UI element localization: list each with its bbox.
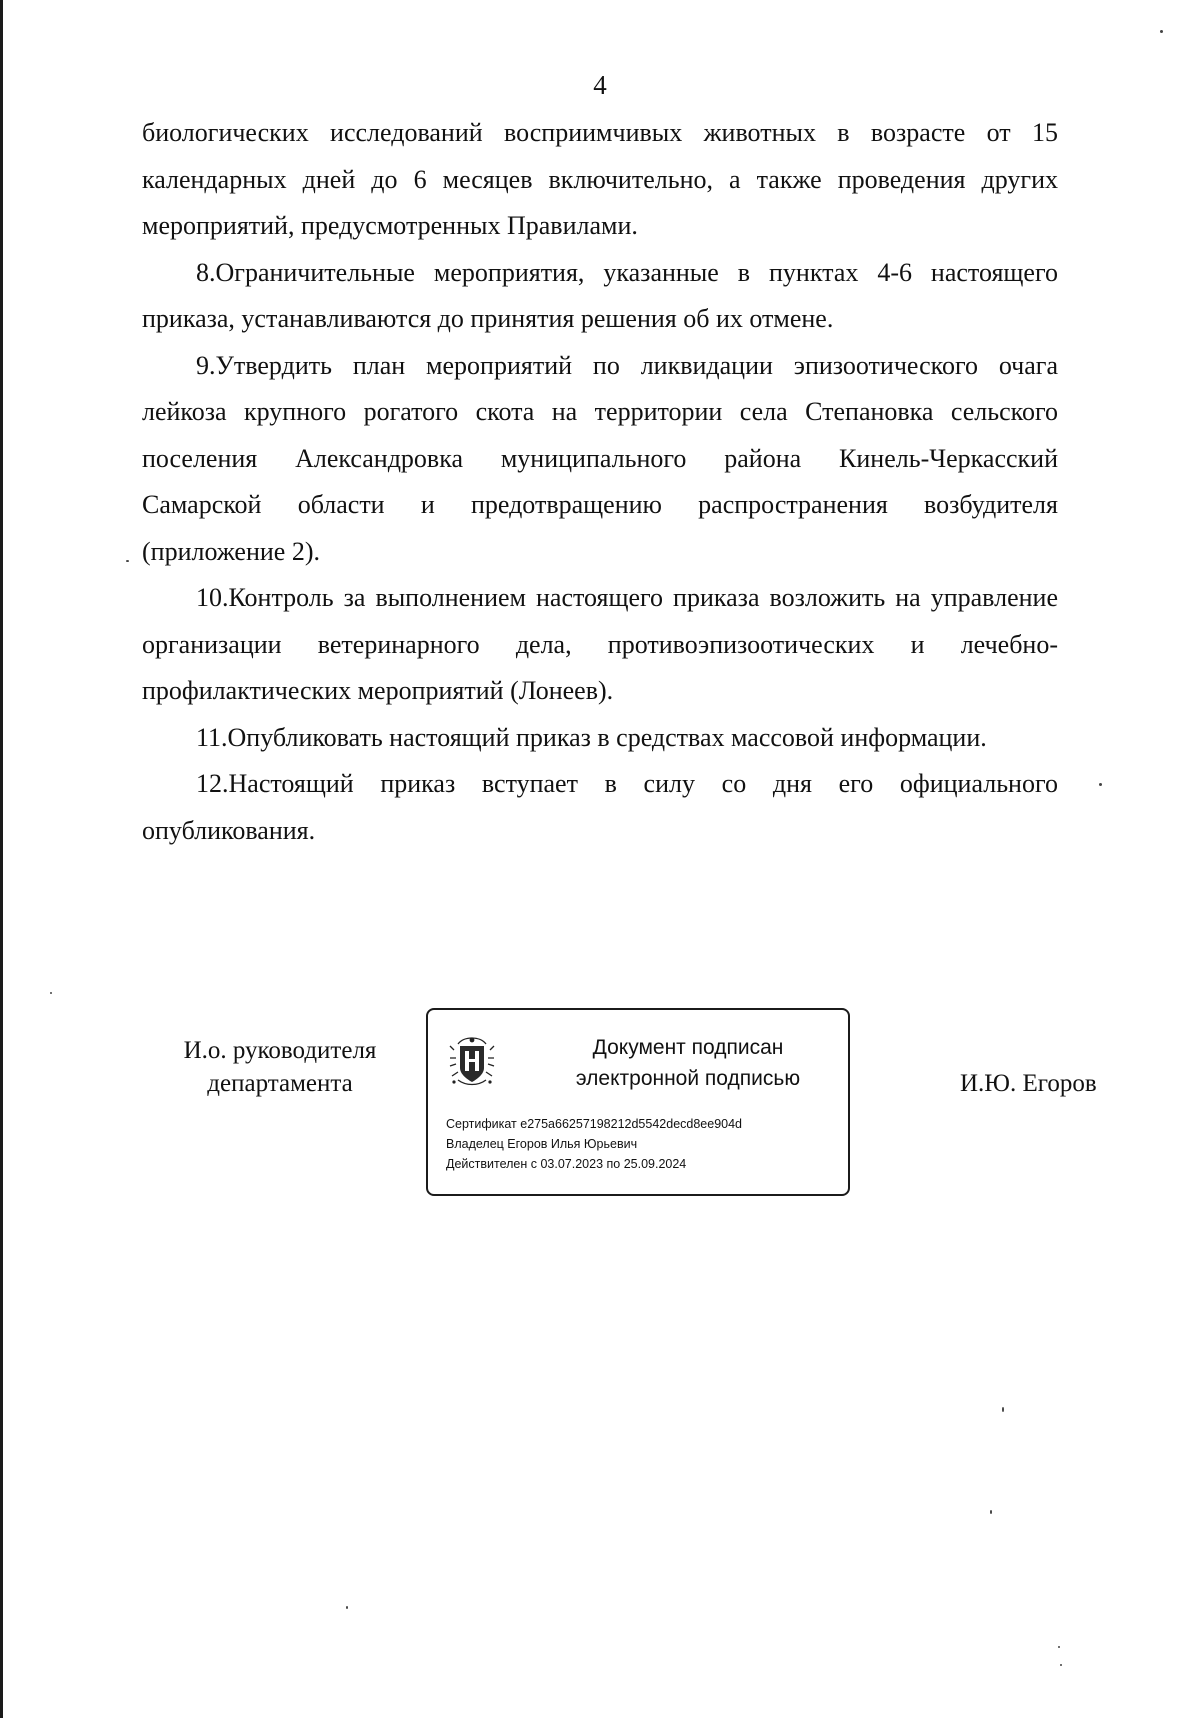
scan-speck [990,1510,992,1514]
stamp-owner: Владелец Егоров Илья Юрьевич [446,1137,638,1151]
stamp-details [446,1114,742,1174]
stamp-validity: Действителен с 03.07.2023 по 25.09.2024 [446,1157,687,1171]
paragraph-item-8: 8.Ограничительные мероприятия, указанные в пунктах 4-6 настоящего приказа, устанавливаются до принятия решения об их отмене. [142,257,1058,333]
paragraph-item-10: 10.Контроль за выполнением настоящего приказа возложить на управление организации ветеринарного дела, противоэпизоотических и лечебно-профилактических мероприятий (Лонеев). [142,583,1058,705]
coat-of-arms-icon [446,1034,498,1088]
scan-speck [1058,1646,1060,1648]
scan-edge [0,0,3,1718]
signatory-title-line1: И.о. руководителя [183,1037,377,1064]
stamp-heading-line2: электронной подписью [575,1067,801,1090]
scan-speck [1160,30,1163,33]
scan-speck [50,992,52,994]
document-body [142,110,1058,854]
scan-speck [1002,1407,1004,1412]
paragraph-item-9: 9.Утвердить план мероприятий по ликвидации эпизоотического очага лейкоза крупного рогатого скота на территории села Степановка сельского поселения Александровка муниципального района Кинель-Черкасский Самарской области и предотвращению распространения возбудителя (приложение 2). [142,350,1058,566]
scan-speck [1060,1664,1062,1666]
paragraph-item-11: 11.Опубликовать настоящий приказ в средствах массовой информации. [196,722,987,752]
signatory-title [150,1034,410,1100]
stamp-heading-line1: Документ подписан [592,1036,784,1059]
stamp-certificate: Сертификат e275a66257198212d5542decd8ee904d [446,1117,743,1131]
scan-speck [346,1606,348,1609]
scan-speck [1099,783,1102,786]
scan-speck [126,560,129,562]
electronic-signature-stamp [426,1008,850,1196]
paragraph-item-12: 12.Настоящий приказ вступает в силу со дня его официального опубликования. [142,769,1058,845]
paragraph-continuation: биологических исследований восприимчивых животных в возрасте от 15 календарных дней до 6 месяцев включительно, а также проведения других мероприятий, предусмотренных Правилами. [142,118,1058,240]
signatory-title-line2: департамента [207,1070,353,1097]
page-number: 4 [593,70,607,100]
signer-name: И.Ю. Егоров [960,1070,1097,1097]
stamp-heading [538,1032,838,1094]
